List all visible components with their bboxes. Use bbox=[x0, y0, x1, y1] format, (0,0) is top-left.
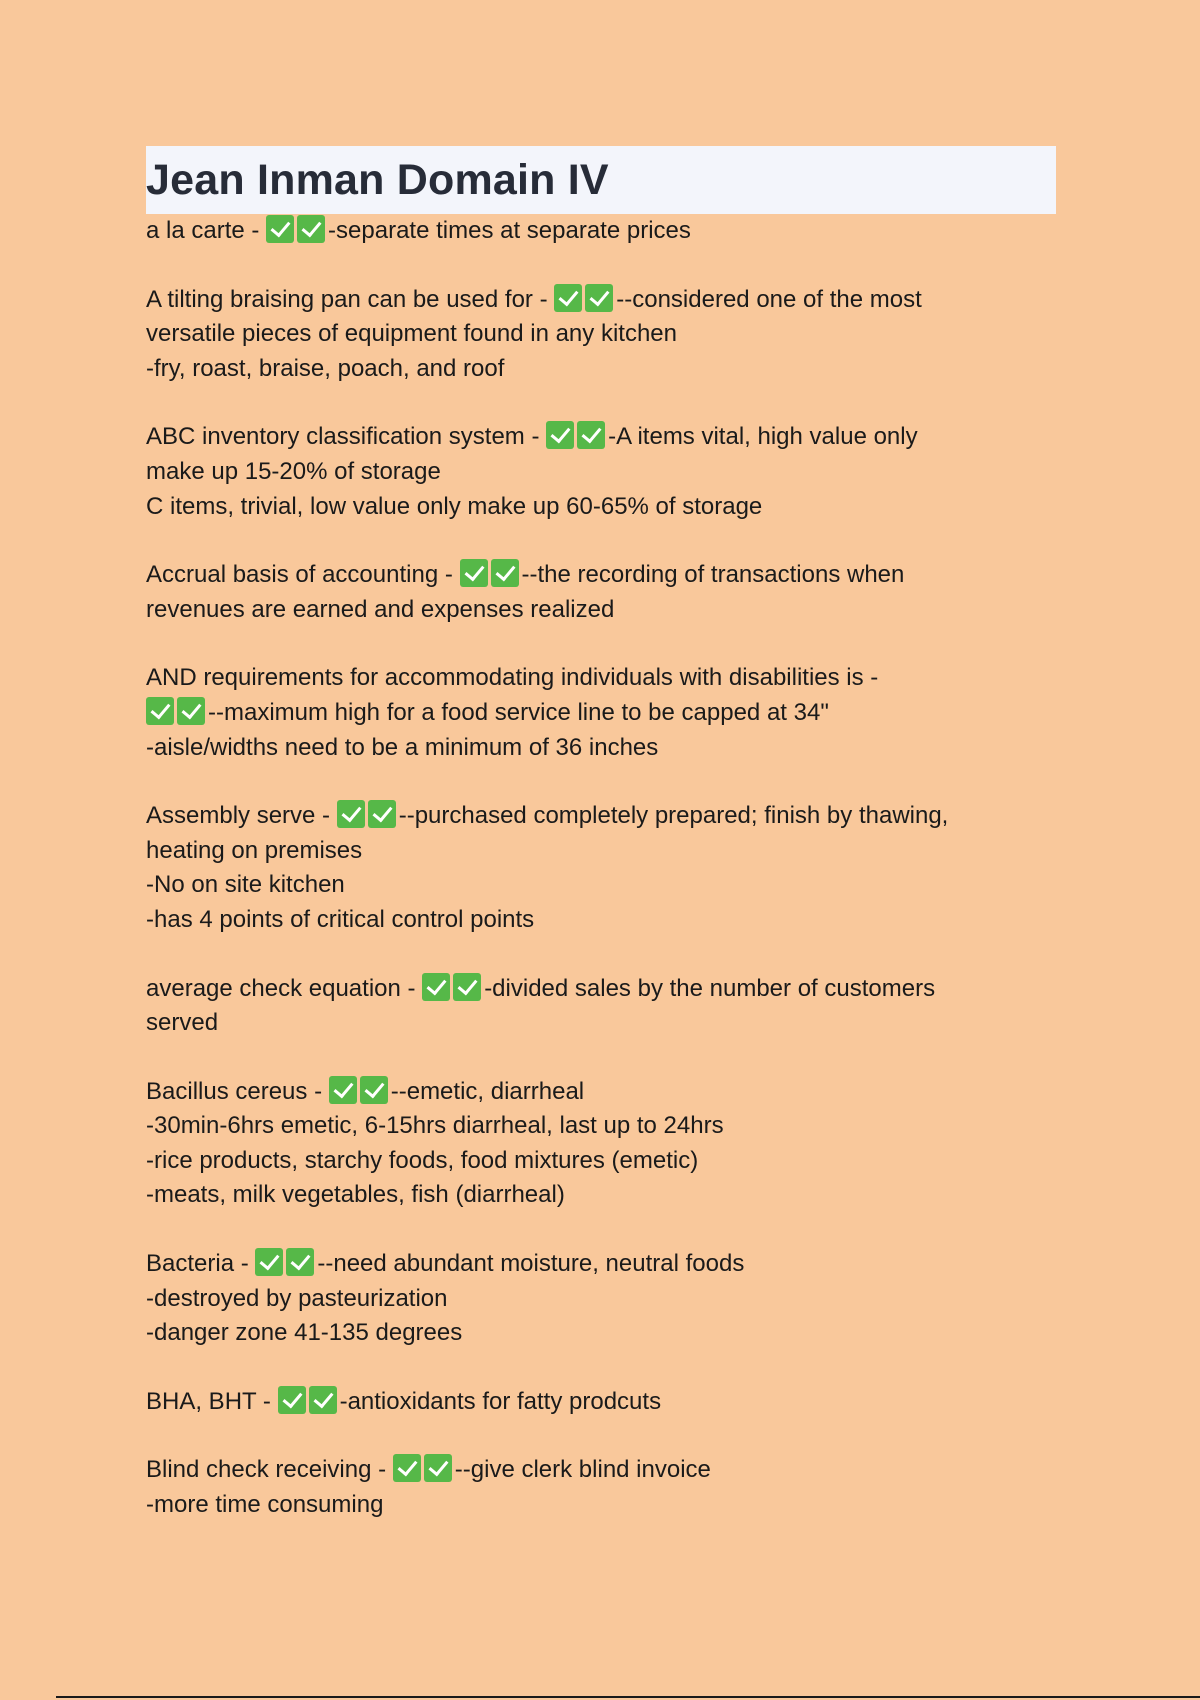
entry-line: revenues are earned and expenses realized bbox=[146, 595, 615, 623]
entry-term: AND requirements for accommodating individuals with disabilities is - bbox=[146, 664, 879, 692]
double-check-icon bbox=[393, 1453, 455, 1488]
check-mark-button-icon bbox=[554, 284, 582, 312]
entry-definition: --maximum high for a food service line to be capped at 34" bbox=[208, 698, 829, 726]
entry-definition: -A items vital, high value only bbox=[608, 423, 918, 451]
check-mark-button-icon bbox=[266, 215, 294, 243]
entry-line: -30min-6hrs emetic, 6-15hrs diarrheal, last up to 24hrs bbox=[146, 1112, 724, 1140]
title-bar bbox=[146, 146, 1056, 214]
page-bottom-rule bbox=[56, 1696, 1200, 1698]
check-mark-button-icon bbox=[146, 697, 174, 725]
check-mark-button-icon bbox=[177, 697, 205, 725]
check-mark-button-icon bbox=[337, 800, 365, 828]
double-check-icon bbox=[255, 1247, 317, 1282]
flashcard-entry bbox=[146, 1075, 1056, 1213]
check-mark-button-icon bbox=[585, 284, 613, 312]
entry-line: heating on premises bbox=[146, 836, 363, 864]
check-mark-button-icon bbox=[546, 421, 574, 449]
flashcard-entry bbox=[146, 558, 1056, 627]
check-mark-button-icon bbox=[491, 559, 519, 587]
entry-term: a la carte - bbox=[146, 217, 267, 244]
entry-term: average check equation - bbox=[146, 974, 423, 1002]
entry-definition: --give clerk blind invoice bbox=[454, 1456, 711, 1484]
entry-line: -aisle/widths need to be a minimum of 36 inches bbox=[146, 733, 659, 761]
check-mark-button-icon bbox=[360, 1076, 388, 1104]
entry-line: -No on site kitchen bbox=[146, 871, 345, 899]
double-check-icon bbox=[278, 1385, 340, 1420]
flashcard-entry bbox=[146, 420, 1056, 524]
entry-line: -rice products, starchy foods, food mixtures (emetic) bbox=[146, 1146, 699, 1174]
check-mark-button-icon bbox=[424, 1454, 452, 1482]
check-mark-button-icon bbox=[393, 1454, 421, 1482]
entry-term: Blind check receiving - bbox=[146, 1456, 393, 1484]
check-mark-button-icon bbox=[286, 1248, 314, 1276]
entry-line: C items, trivial, low value only make up 60-65% of storage bbox=[146, 492, 763, 520]
flashcard-entry bbox=[146, 1385, 1056, 1420]
double-check-icon bbox=[422, 972, 484, 1007]
entry-line: served bbox=[146, 1009, 219, 1037]
check-mark-button-icon bbox=[460, 559, 488, 587]
check-mark-button-icon bbox=[329, 1076, 357, 1104]
check-mark-button-icon bbox=[297, 215, 325, 243]
entry-definition: --purchased completely prepared; finish by thawing, bbox=[398, 802, 949, 830]
double-check-icon bbox=[337, 799, 399, 834]
flashcard-entry bbox=[146, 214, 1056, 249]
entry-line: -danger zone 41-135 degrees bbox=[146, 1319, 463, 1347]
document-page bbox=[146, 146, 1056, 1557]
entry-line: versatile pieces of equipment found in any kitchen bbox=[146, 320, 677, 348]
double-check-icon bbox=[146, 696, 208, 731]
check-mark-button-icon bbox=[453, 973, 481, 1001]
flashcard-entry bbox=[146, 1453, 1056, 1522]
entry-term: A tilting braising pan can be used for - bbox=[146, 285, 555, 313]
entry-line: -fry, roast, braise, poach, and roof bbox=[146, 354, 505, 382]
entry-line: -has 4 points of critical control points bbox=[146, 905, 535, 933]
entry-line: -more time consuming bbox=[146, 1491, 384, 1519]
entry-definition: --need abundant moisture, neutral foods bbox=[317, 1250, 745, 1278]
flashcard-entry bbox=[146, 1247, 1056, 1351]
flashcard-entry bbox=[146, 972, 1056, 1041]
flashcard-entry bbox=[146, 799, 1056, 937]
double-check-icon bbox=[266, 214, 328, 249]
document-title: Jean Inman Domain IV bbox=[146, 155, 609, 204]
double-check-icon bbox=[329, 1075, 391, 1110]
double-check-icon bbox=[460, 558, 522, 593]
flashcard-entry bbox=[146, 283, 1056, 387]
check-mark-button-icon bbox=[422, 973, 450, 1001]
entry-term: Assembly serve - bbox=[146, 802, 337, 830]
check-mark-button-icon bbox=[577, 421, 605, 449]
double-check-icon bbox=[554, 283, 616, 318]
entry-definition: -antioxidants for fatty prodcuts bbox=[339, 1387, 662, 1415]
entry-term: BHA, BHT - bbox=[146, 1387, 278, 1415]
entry-term: Bacteria - bbox=[146, 1250, 256, 1278]
entry-line: make up 15-20% of storage bbox=[146, 457, 441, 485]
entry-definition: --emetic, diarrheal bbox=[390, 1077, 585, 1105]
check-mark-button-icon bbox=[278, 1386, 306, 1414]
entry-line: -meats, milk vegetables, fish (diarrheal) bbox=[146, 1181, 565, 1209]
entry-term: ABC inventory classification system - bbox=[146, 423, 547, 451]
entry-definition: --the recording of transactions when bbox=[521, 561, 905, 589]
check-mark-button-icon bbox=[309, 1386, 337, 1414]
double-check-icon bbox=[546, 420, 608, 455]
check-mark-button-icon bbox=[368, 800, 396, 828]
flashcard-entry bbox=[146, 661, 1056, 765]
entry-definition: -separate times at separate prices bbox=[328, 217, 691, 244]
entry-line: -destroyed by pasteurization bbox=[146, 1284, 448, 1312]
flashcard-list bbox=[146, 214, 1056, 1523]
check-mark-button-icon bbox=[255, 1248, 283, 1276]
entry-term: Bacillus cereus - bbox=[146, 1077, 329, 1105]
entry-definition: -divided sales by the number of customers bbox=[484, 974, 936, 1002]
entry-term: Accrual basis of accounting - bbox=[146, 561, 460, 589]
entry-definition: --considered one of the most bbox=[616, 285, 922, 313]
